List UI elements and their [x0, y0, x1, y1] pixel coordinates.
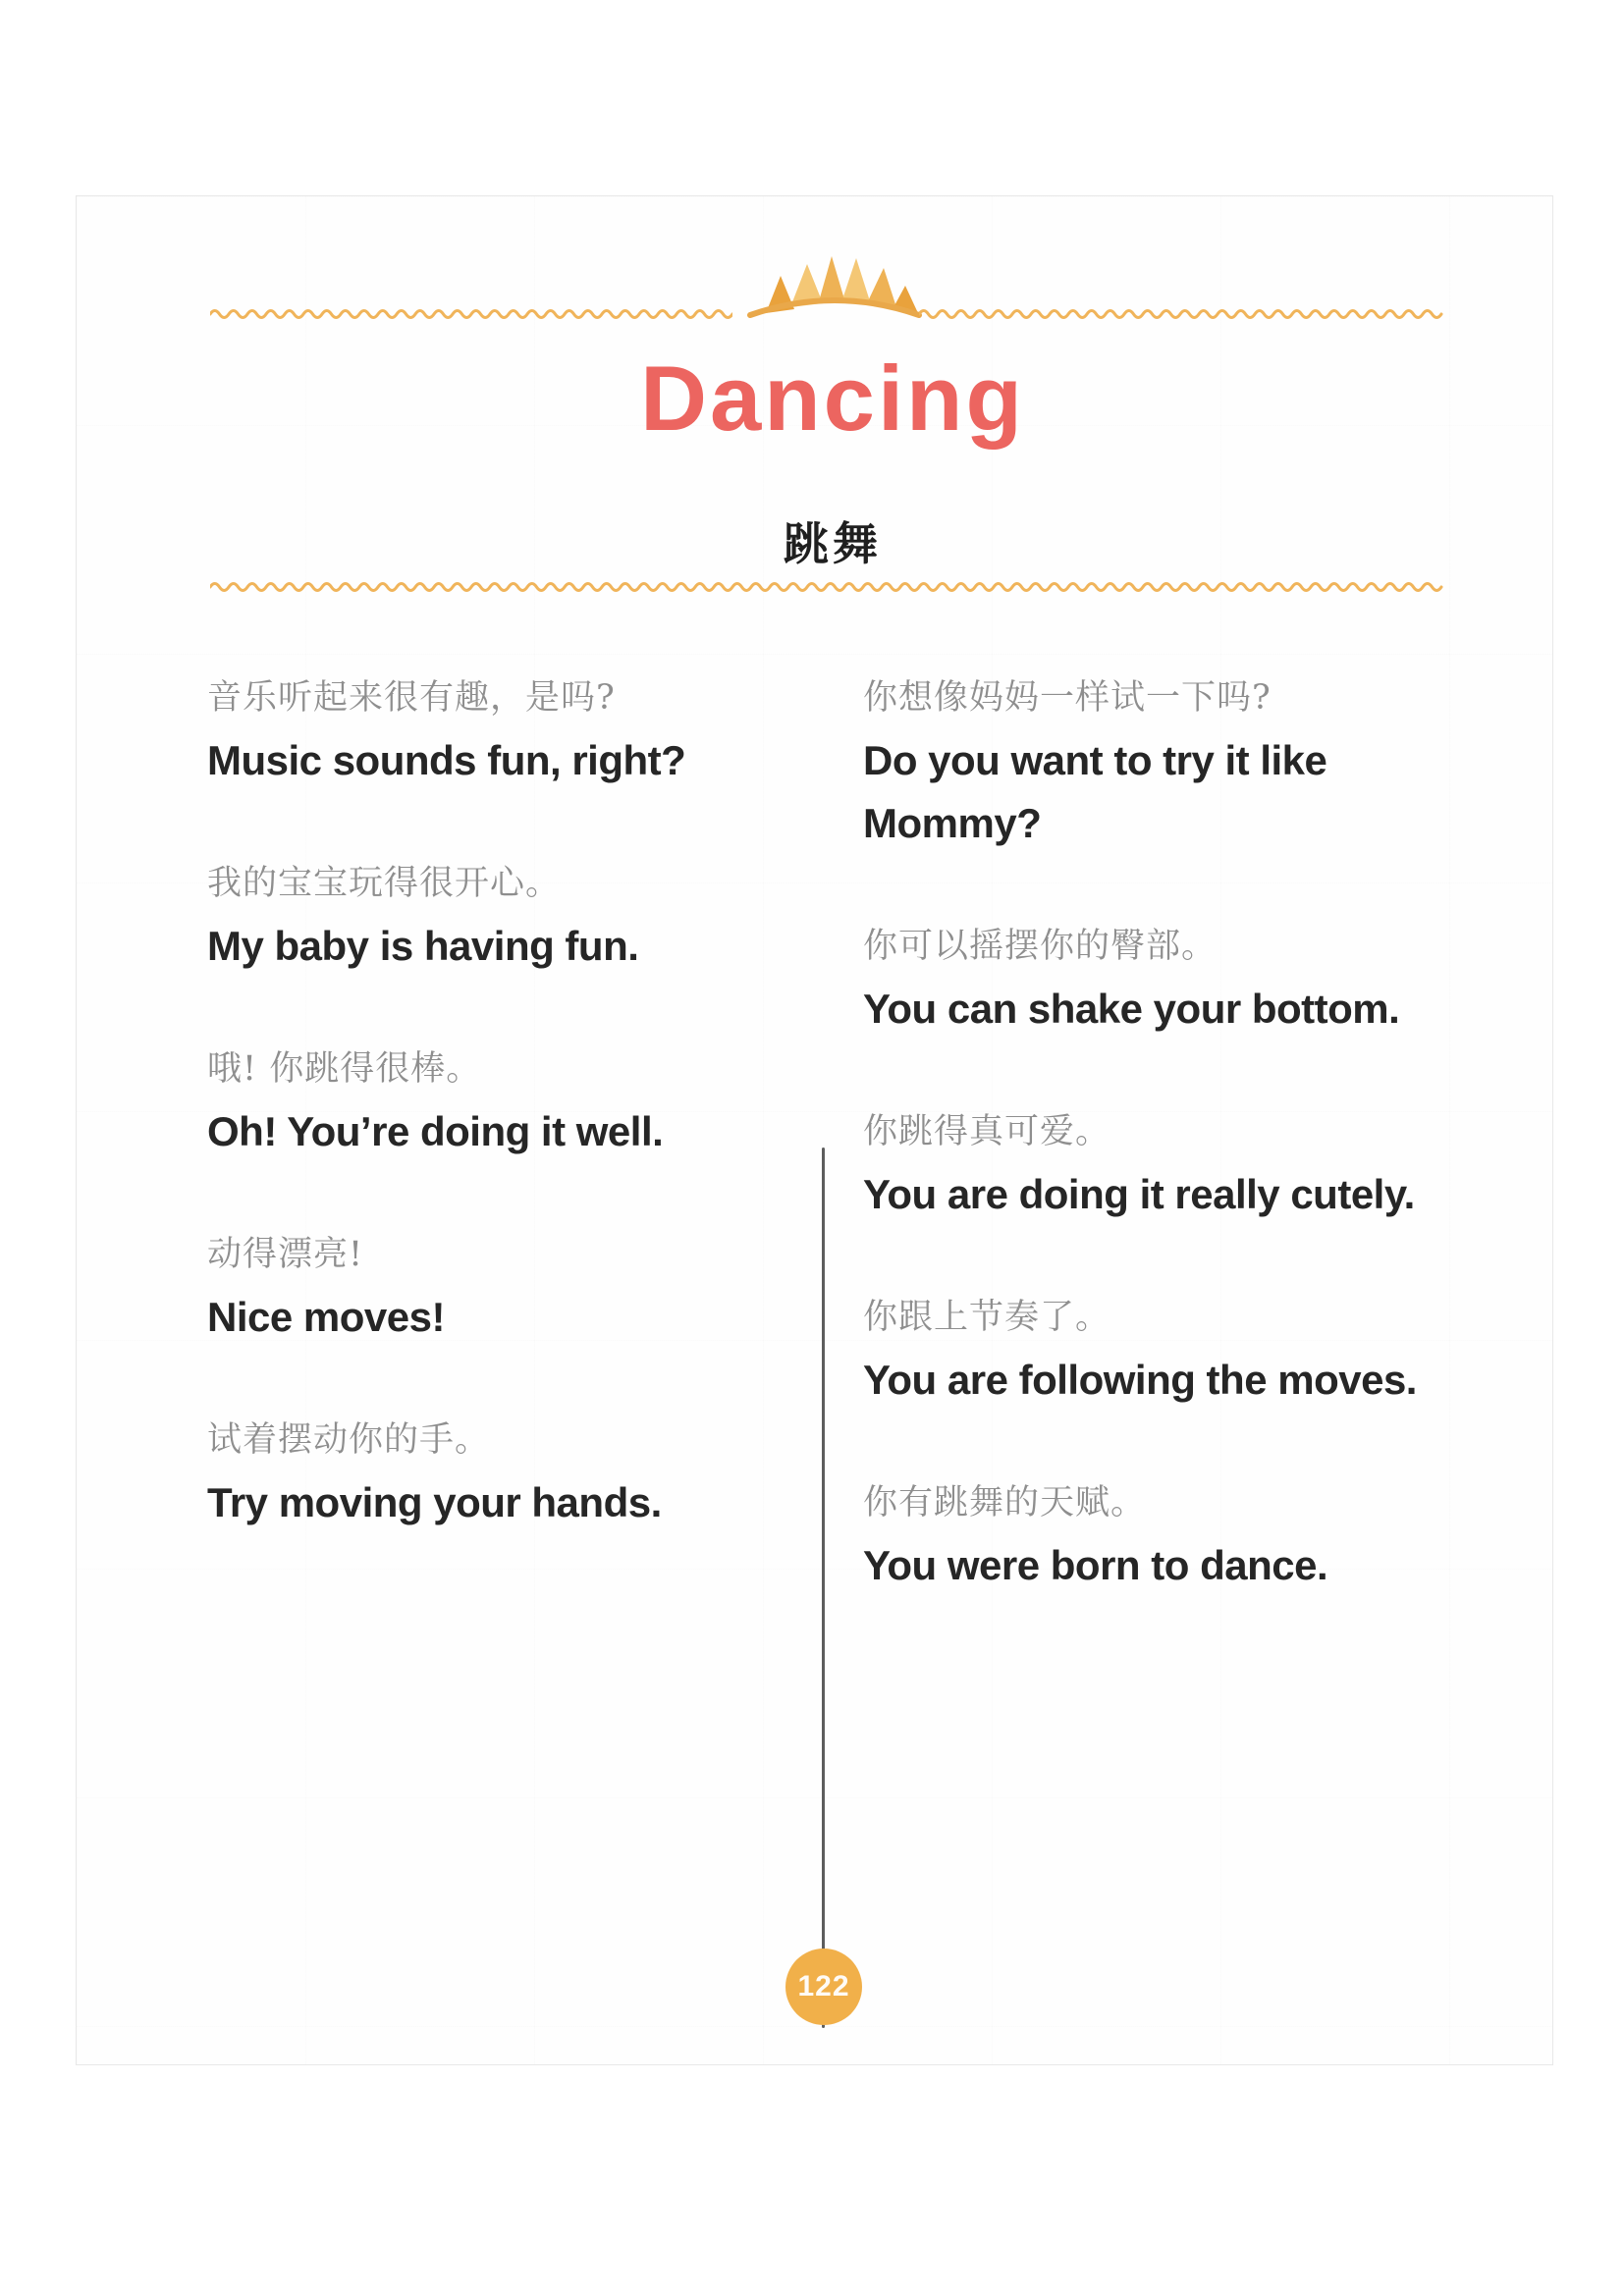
phrase-chinese: 你可以摇摆你的臀部。 [863, 927, 1218, 966]
column-divider [822, 1148, 825, 2028]
page-number-badge [785, 1949, 862, 2025]
page-number: 122 [797, 1970, 850, 2002]
phrase-english: Nice moves! [207, 1294, 445, 1340]
right-column [863, 675, 1447, 1666]
phrase-chinese: 我的宝宝玩得很开心。 [207, 864, 562, 903]
phrase-english: You are doing it really cutely. [863, 1171, 1415, 1217]
phrase-english: You are following the moves. [863, 1357, 1417, 1403]
phrase-chinese: 你有跳舞的天赋。 [863, 1483, 1147, 1522]
phrase-english: Try moving your hands. [207, 1479, 662, 1525]
phrase-chinese: 你跟上节奏了。 [863, 1298, 1111, 1337]
phrase-item [863, 1295, 1447, 1412]
phrase-item [207, 675, 782, 792]
phrase-english: Music sounds fun, right? [207, 737, 686, 783]
phrase-chinese: 试着摆动你的手。 [207, 1420, 491, 1460]
phrase-item [207, 1417, 782, 1534]
phrase-english: Oh! You’re doing it well. [207, 1108, 664, 1154]
phrase-item [863, 924, 1447, 1041]
phrase-chinese: 音乐听起来很有趣，是吗? [207, 678, 616, 718]
phrase-english: You were born to dance. [863, 1542, 1328, 1588]
phrase-english: My baby is having fun. [207, 923, 639, 969]
phrase-item [207, 1046, 782, 1163]
phrase-english: You can shake your bottom. [863, 986, 1400, 1032]
phrase-chinese: 你想像妈妈一样试一下吗? [863, 678, 1272, 718]
phrase-item [863, 1109, 1447, 1226]
left-column [207, 675, 782, 1603]
phrase-item [863, 1480, 1447, 1597]
page-subtitle: 跳舞 [784, 518, 882, 569]
phrase-item [207, 861, 782, 978]
mountain-crown-icon [736, 240, 933, 323]
wavy-line-bottom [210, 580, 1446, 594]
phrase-chinese: 动得漂亮! [207, 1235, 364, 1274]
phrase-chinese: 你跳得真可爱。 [863, 1112, 1111, 1151]
phrase-english: Do you want to try it like Mommy? [863, 737, 1327, 846]
phrase-chinese: 哦! 你跳得很棒。 [207, 1049, 482, 1089]
phrase-item [863, 675, 1447, 855]
book-page [76, 195, 1553, 2065]
wavy-line-right [919, 307, 1446, 321]
phrase-item [207, 1232, 782, 1349]
page-title: Dancing [640, 347, 1025, 450]
wavy-line-left [210, 307, 732, 321]
